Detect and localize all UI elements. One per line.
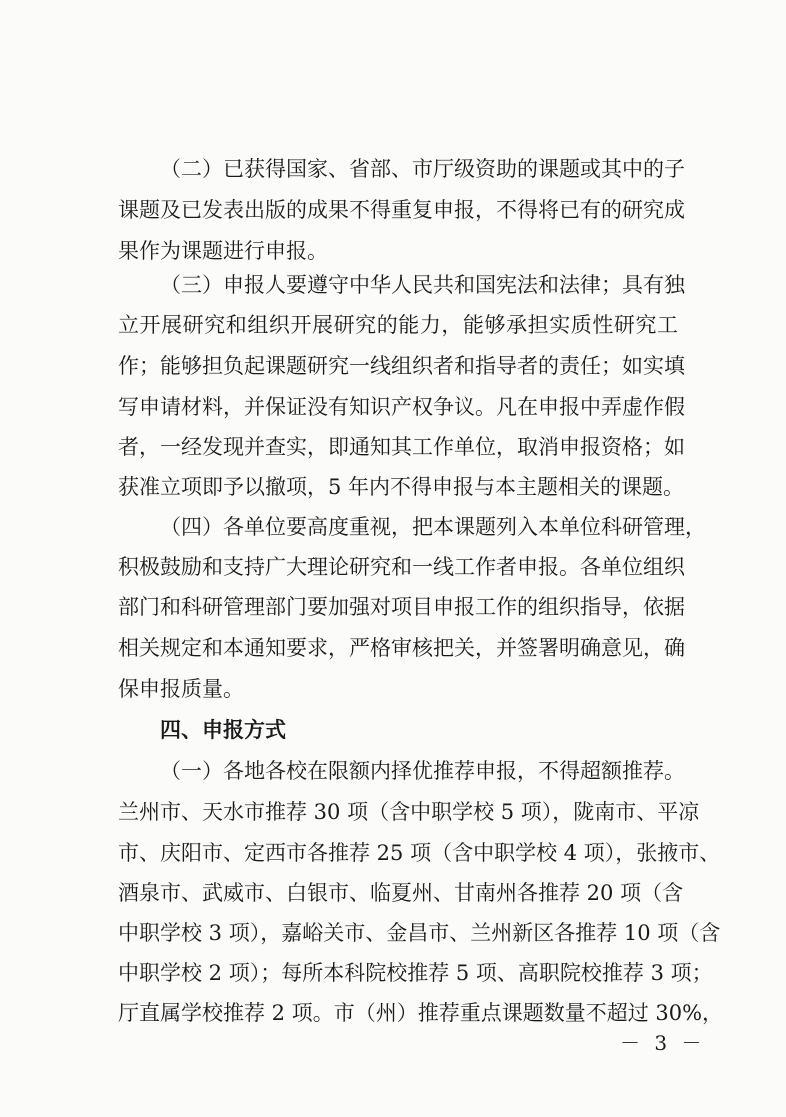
paragraph-line: 课题及已发表出版的成果不得重复申报，不得将已有的研究成 (118, 198, 685, 222)
paragraph-line: 厅直属学校推荐 2 项。市（州）推荐重点课题数量不超过 30%， (118, 1001, 724, 1025)
section-heading: 四、申报方式 (160, 718, 286, 742)
paragraph-line: 作；能够担负起课题研究一线组织者和指导者的责任；如实填 (118, 354, 685, 378)
paragraph-line: 部门和科研管理部门要加强对项目申报工作的组织指导，依据 (118, 595, 685, 619)
paragraph-line: 写申请材料，并保证没有知识产权争议。凡在申报中弄虚作假 (118, 395, 685, 419)
paragraph-line: （一）各地各校在限额内择优推荐申报，不得超额推荐。 (160, 759, 685, 783)
page-number: － 3 － (620, 1031, 706, 1055)
paragraph-line: 兰州市、天水市推荐 30 项（含中职学校 5 项），陇南市、平凉 (118, 800, 700, 824)
paragraph-line: 者，一经发现并查实，即通知其工作单位，取消申报资格；如 (118, 435, 685, 459)
paragraph-line: 积极鼓励和支持广大理论研究和一线工作者申报。各单位组织 (118, 555, 685, 579)
paragraph-line: 相关规定和本通知要求，严格审核把关，并签署明确意见，确 (118, 636, 685, 660)
paragraph-line: 立开展研究和组织开展研究的能力，能够承担实质性研究工 (118, 313, 678, 337)
paragraph-line: 获准立项即予以撤项，5 年内不得申报与本主题相关的课题。 (118, 475, 685, 499)
paragraph-line: 果作为课题进行申报。 (118, 239, 328, 263)
paragraph-line: （三）申报人要遵守中华人民共和国宪法和法律；具有独 (160, 273, 685, 297)
paragraph-line: 中职学校 3 项），嘉峪关市、金昌市、兰州新区各推荐 10 项（含 (118, 921, 721, 945)
paragraph-line: （四）各单位要高度重视，把本课题列入本单位科研管理， (160, 515, 706, 539)
paragraph-line: 酒泉市、武威市、白银市、临夏州、甘南州各推荐 20 项（含 (118, 881, 684, 905)
paragraph-line: （二）已获得国家、省部、市厅级资助的课题或其中的子 (160, 157, 685, 181)
paragraph-line: 中职学校 2 项）；每所本科院校推荐 5 项、高职院校推荐 3 项； (118, 961, 713, 985)
paragraph-line: 市、庆阳市、定西市各推荐 25 项（含中职学校 4 项），张掖市、 (118, 841, 721, 865)
paragraph-line: 保申报质量。 (118, 677, 244, 701)
